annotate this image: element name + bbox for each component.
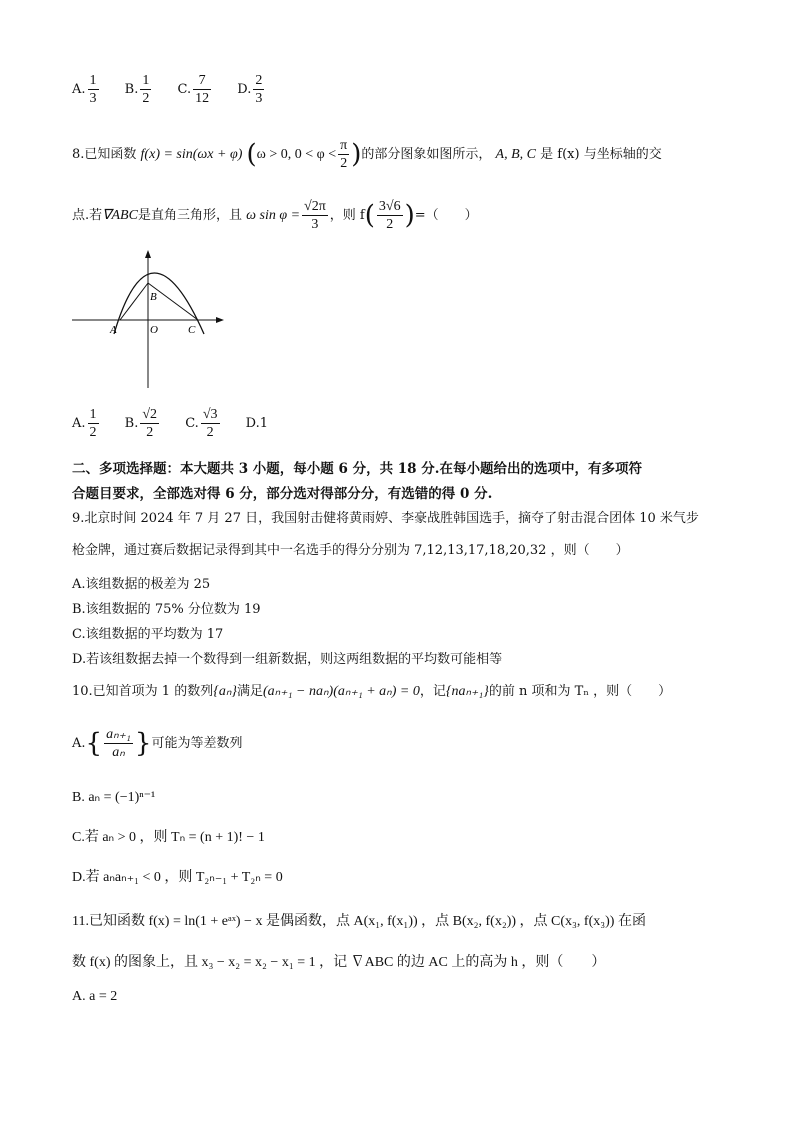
q10-option-a[interactable]: A.{ $\frac{\text{aₙ₊₁}}{\text{aₙ}}$ }可能为等差数列 — [72, 727, 243, 760]
q11-stem-line2: 数 f(x) 的图象上，且 x₃ − x₂ = x₂ − x₁ = 1 ，记 ∇ABC 的边 AC 上的高为 h ，则（ ） — [72, 955, 606, 970]
q7-option-a[interactable]: A. $\frac{1}{3}$ — [72, 73, 97, 106]
q8-option-c[interactable]: C. $\frac{√3}{2}$ — [185, 407, 218, 440]
y-axis-arrow-icon — [145, 250, 151, 258]
q8-stem-line1: 8.已知函数 f(x) = sin(ωx + φ) (ω > 0, 0 < φ < $\frac{\pi}{2}$ )的部分图象如图所示， A, B, C 是 f(x) 与坐标轴的交 — [72, 138, 662, 171]
q9-option-d[interactable]: D.若该组数据去掉一个数得到一组新数据，则这两组数据的平均数可能相等 — [72, 652, 503, 667]
q8-option-d[interactable]: D.1 — [245, 416, 269, 431]
q8-option-a[interactable]: A. $\frac{1}{2}$ — [72, 407, 97, 440]
q7-option-b[interactable]: B. $\frac{1}{2}$ — [124, 73, 150, 106]
section2-heading-line1: 二、多项选择题：本大题共 3 小题，每小题 6 分，共 18 分.在每小题给出的选项中，有多项符 — [72, 461, 642, 477]
q10-option-d[interactable]: D.若 aₙaₙ₊₁ < 0 ，则 T₂ₙ₋₁ + T₂ₙ = 0 — [72, 870, 283, 885]
q8-option-b[interactable]: B. $\frac{√2}{2}$ — [124, 407, 158, 440]
x-axis-arrow-icon — [216, 317, 224, 323]
q10-option-b[interactable]: B. aₙ = (−1)ⁿ⁻¹ — [72, 790, 156, 805]
q7-options — [72, 72, 286, 107]
segment-ab — [120, 283, 148, 320]
q9-option-a[interactable]: A.该组数据的极差为 25 — [72, 577, 211, 592]
point-b-label: B — [150, 291, 157, 303]
q8-stem-line2: 点.若∇ABC是直角三角形，且 ω sin φ = $\frac{√2\pi}{3}$ ，则 f( $\frac{3√6}{2}$ )=（ ） — [72, 199, 478, 232]
q9-option-b[interactable]: B.该组数据的 75% 分位数为 19 — [72, 602, 261, 617]
point-a-label: A — [110, 324, 117, 336]
origin-label: O — [150, 324, 158, 336]
q8-options — [72, 406, 288, 441]
q7-option-c[interactable]: C. $\frac{7}{12}$ — [177, 73, 210, 106]
q9-stem-line1: 9.北京时间 2024 年 7 月 27 日，我国射击健将黄雨婷、李豪战胜韩国选手，摘夺了射击混合团体 10 米气步 — [72, 511, 699, 526]
q8-function-graph — [68, 248, 228, 393]
q10-option-c[interactable]: C.若 aₙ > 0 ，则 Tₙ = (n + 1)! − 1 — [72, 830, 265, 845]
q9-option-c[interactable]: C.该组数据的平均数为 17 — [72, 627, 224, 642]
section2-heading-line2: 合题目要求，全部选对得 6 分，部分选对得部分分，有选错的得 0 分. — [72, 486, 493, 502]
q11-stem-line1: 11.已知函数 f(x) = ln(1 + eᵃˣ) − x 是偶函数，点 A(x₁, f(x₁)) ，点 B(x₂, f(x₂)) ，点 C(x₃, f(x₃)) 在函 — [72, 914, 646, 929]
q7-option-d[interactable]: D. $\frac{2}{3}$ — [237, 73, 263, 106]
q9-stem-line2: 枪金牌，通过赛后数据记录得到其中一名选手的得分分别为 7,12,13,17,18,20,32 ，则（ ） — [72, 543, 629, 558]
q10-stem: 10.已知首项为 1 的数列{aₙ}满足(aₙ₊₁ − naₙ)(aₙ₊₁ + aₙ) = 0，记{naₙ₊₁}的前 n 项和为 Tₙ ，则（ ） — [72, 684, 672, 699]
q11-option-a[interactable]: A. a = 2 — [72, 989, 118, 1004]
point-c-label: C — [188, 324, 196, 336]
